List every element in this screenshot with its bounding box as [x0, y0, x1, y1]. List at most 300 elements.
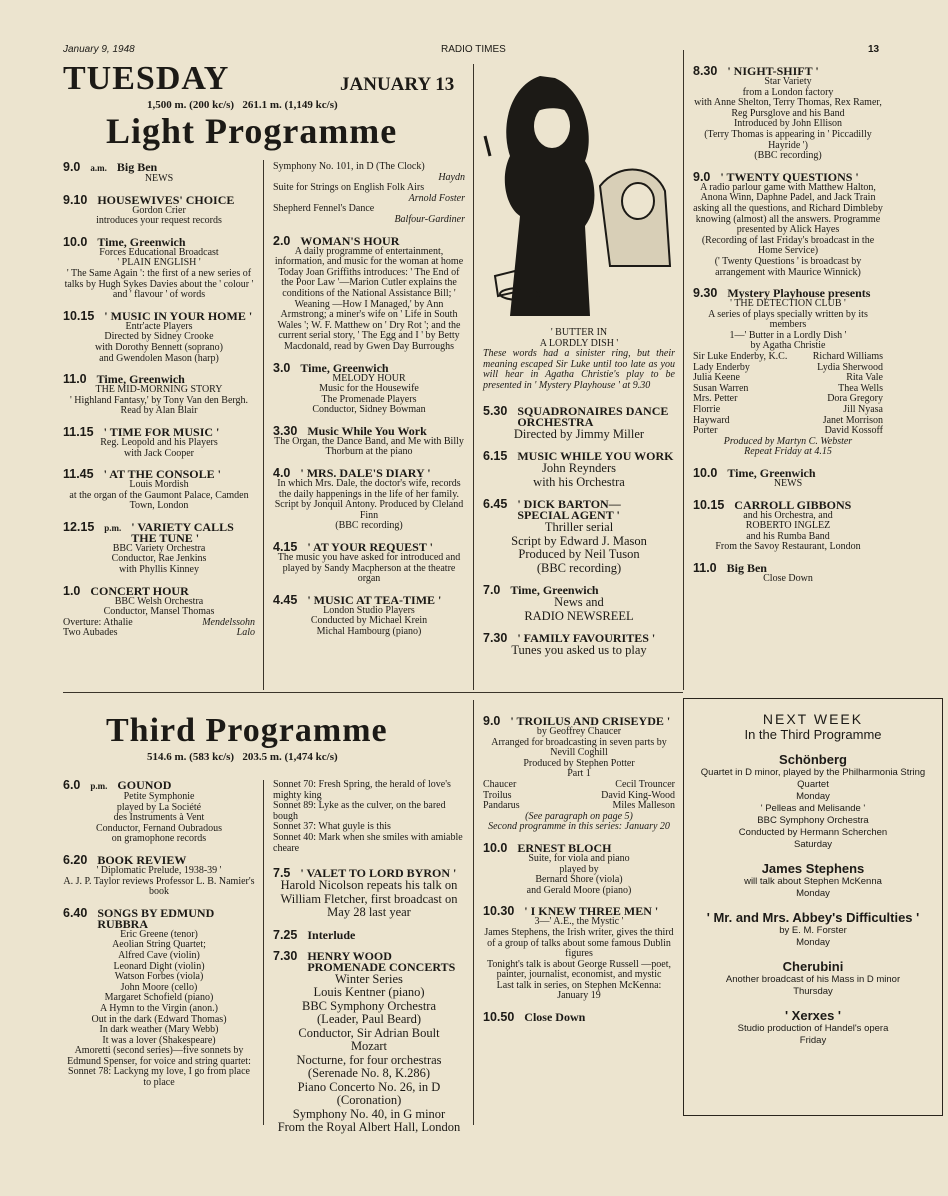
programme-title: ' VARIETY CALLS THE TUNE '	[131, 519, 234, 545]
programme-title: ' AT THE CONSOLE '	[103, 467, 221, 482]
row-composer: Lalo	[236, 627, 255, 639]
next-week-line: Another broadcast of his Mass in D minor	[725, 974, 901, 985]
programme-line: Piano Concerto No. 26, in D (Coronation)	[297, 1079, 441, 1108]
programme-title: ' AT YOUR REQUEST '	[307, 540, 433, 555]
cast-actor: Rita Vale	[846, 372, 883, 384]
programme-time: 10.0	[483, 840, 508, 855]
programme-title: ' TROILUS AND CRISEYDE '	[510, 714, 671, 728]
programme-line: (Leader, Paul Beard)	[317, 1012, 421, 1027]
programme-line: Directed by Sidney Crooke	[104, 331, 214, 343]
programme-line: and Gwendolen Mason (harp)	[99, 352, 219, 364]
programme-line: ' THE DETECTION CLUB '	[730, 298, 846, 310]
butter-dish-illustration	[480, 66, 680, 326]
work-title: Suite for Strings on English Folk Airs	[273, 182, 425, 194]
next-week-title: Cherubini	[782, 959, 844, 974]
programme-line: (BBC recording)	[536, 560, 622, 575]
continued-work	[273, 204, 465, 225]
programme-time: 6.0	[63, 778, 81, 792]
programme-line: News and	[554, 595, 604, 610]
programme-title: Big Ben	[726, 560, 767, 575]
programme-line: Produced by Neil Tuson	[518, 547, 640, 562]
programme-line: It was a lover (Shakespeare)	[102, 1034, 216, 1046]
next-week-entry	[684, 752, 942, 851]
cast-actor: Dora Gregory	[827, 393, 883, 405]
continued-sonnet: Sonnet 40: Mark when she smiles with amiable cheare	[273, 831, 463, 854]
light-column-4	[693, 66, 883, 595]
next-week-title: ' Xerxes '	[784, 1008, 842, 1023]
programme-time: 11.15	[63, 424, 94, 439]
next-week-line: BBC Symphony Orchestra	[757, 815, 869, 826]
programme-item	[693, 497, 883, 553]
programme-title: ERNEST BLOCH	[517, 840, 612, 855]
programme-title: ' MUSIC AT TEA-TIME '	[307, 592, 442, 607]
magazine-name: RADIO TIMES	[441, 44, 506, 55]
work-title: Shepherd Fennel's Dance	[273, 203, 375, 215]
work-composer: Haydn	[438, 171, 465, 183]
programme-time: 1.0	[63, 583, 81, 598]
cast-role: Porter	[693, 425, 718, 437]
programme-line: ' PLAIN ENGLISH '	[117, 257, 201, 269]
continued-sonnet: Sonnet 37: What guyle is this	[273, 821, 391, 833]
programme-item	[273, 360, 465, 416]
programme-title: MUSIC WHILE YOU WORK	[517, 449, 674, 464]
programme-line: on gramophone records	[111, 833, 207, 845]
row-work: Overture: Athalie	[63, 616, 133, 628]
programme-title: Mystery Playhouse presents	[727, 286, 871, 301]
next-week-line: Thursday	[793, 986, 833, 997]
date-heading: JANUARY 13	[340, 74, 455, 95]
programme-line: NEWS	[773, 478, 803, 489]
programme-item	[273, 542, 465, 585]
programme-line: Arranged for broadcasting in seven parts by Nevill Coghill	[491, 736, 667, 759]
programme-line: (Recording of last Friday's broadcast in the Home Service)	[701, 234, 875, 257]
column-rule	[263, 160, 264, 690]
programme-item	[273, 468, 465, 532]
row-work: Two Aubades	[63, 627, 118, 639]
programme-item	[273, 948, 465, 1135]
programme-line: Tunes you asked us to play	[511, 643, 647, 658]
programme-line: Close Down	[763, 572, 813, 584]
programme-line: ' Highland Fantasy,' by Tony Van den Bergh. Read by Alan Blair	[69, 394, 249, 417]
programme-time: 10.15	[63, 308, 95, 323]
programme-title: CONCERT HOUR	[90, 583, 189, 598]
programme-item	[693, 288, 883, 458]
programme-line: Out in the dark (Edward Thomas)	[91, 1013, 227, 1025]
continued-sonnet: Sonnet 70: Fresh Spring, the herald of love's mighty king	[273, 779, 451, 801]
work-composer: Balfour-Gardiner	[394, 213, 465, 225]
programme-time: 5.30	[483, 403, 508, 418]
programme-time: 10.0	[693, 466, 718, 480]
programme-item	[63, 192, 255, 227]
programme-line: with Dorothy Bennett (soprano)	[94, 341, 224, 353]
programme-line: Part 1	[567, 768, 591, 780]
programme-time: 4.45	[273, 592, 298, 607]
programme-line: (BBC recording)	[754, 150, 822, 162]
programme-line: Conductor, Mansel Thomas	[103, 606, 215, 618]
programme-title: GOUNOD	[117, 778, 172, 792]
programme-line: NEWS	[144, 173, 174, 184]
programme-item	[63, 374, 255, 417]
programme-time: 2.0	[273, 233, 291, 248]
programme-line: Tonight's talk is about George Russell —poet, painter, journalist, economist, and mystic	[487, 958, 671, 981]
programme-line: BBC Variety Orchestra	[112, 542, 206, 554]
programme-item	[483, 585, 675, 623]
programme-line: Bernard Shore (viola)	[535, 874, 623, 886]
programme-line: Introduced by John Ellison	[733, 118, 843, 130]
programme-time: 3.30	[273, 423, 298, 438]
third-column-1	[63, 780, 255, 1099]
programme-line: Conductor, Rae Jenkins	[111, 553, 207, 565]
cast-actor: Lydia Sherwood	[817, 361, 883, 373]
programme-item	[63, 519, 255, 576]
continued-sonnet: Sonnet 89: Lyke as the culver, on the bared bough	[273, 800, 446, 822]
next-week-line: will talk about Stephen McKenna	[744, 876, 882, 887]
programme-line: Thriller serial	[544, 520, 614, 535]
programme-item	[63, 424, 255, 459]
cast-role: Julia Keene	[693, 372, 740, 384]
programme-line: The Promenade Players	[321, 393, 417, 405]
programme-heading	[273, 360, 465, 375]
programme-title: SQUADRONAIRES DANCE ORCHESTRA	[517, 403, 669, 429]
column-rule	[683, 50, 684, 690]
programme-title: ' MRS. DALE'S DIARY '	[300, 466, 431, 481]
light-column-3	[483, 328, 675, 668]
programme-line: and his Orchestra, and	[743, 509, 833, 521]
programme-title: ' I KNEW THREE MEN '	[524, 904, 659, 919]
continued-work	[273, 183, 465, 204]
programme-item	[483, 840, 675, 896]
programme-line: by Agatha Christie	[750, 340, 826, 352]
continued-work	[273, 162, 465, 183]
light-programme-title: Light Programme	[106, 111, 398, 151]
programme-line: John Reynders	[542, 461, 616, 476]
programme-time: 9.10	[63, 192, 88, 207]
programme-title: Time, Greenwich	[300, 360, 389, 375]
cast-actor: David King-Wood	[601, 789, 675, 801]
programme-time: 10.0	[63, 234, 88, 249]
time-suffix: a.m.	[90, 163, 107, 173]
programme-heading	[63, 519, 255, 545]
programme-line: (BBC recording)	[335, 520, 403, 532]
programme-item	[63, 905, 255, 1089]
next-week-entry	[684, 861, 942, 900]
programme-heading	[63, 905, 255, 931]
programme-title: Time, Greenwich	[727, 466, 816, 480]
cast-role: Lady Enderby	[693, 361, 750, 373]
cast-actor: Jill Nyasa	[843, 404, 883, 416]
programme-time: 11.45	[63, 467, 94, 482]
programme-item	[483, 906, 675, 1002]
programme-title: ' DICK BARTON— SPECIAL AGENT '	[517, 497, 621, 523]
programme-item	[63, 852, 255, 898]
programme-line: MELODY HOUR	[332, 372, 406, 384]
programme-note: Repeat Friday at 4.15	[744, 446, 832, 458]
next-week-title: Schönberg	[779, 752, 847, 767]
programme-title: Interlude	[307, 927, 356, 942]
section-rule	[63, 692, 683, 693]
programme-heading	[63, 192, 255, 207]
programme-line: Winter Series	[335, 971, 403, 986]
programme-item	[273, 423, 465, 458]
next-week-line: Saturday	[793, 839, 833, 850]
cast-role: Mrs. Petter	[693, 393, 738, 405]
cast-role: Hayward	[693, 414, 730, 426]
programme-time: 7.25	[273, 927, 298, 942]
programme-title: Close Down	[524, 1010, 586, 1025]
next-week-line: ' Pelleas and Melisande '	[760, 803, 866, 814]
programme-line: ' The Same Again ': the first of a new series of talks by Hugh Sykes Davies about the ' colour ' and ' flavour ' of words	[64, 267, 254, 301]
programme-title: Time, Greenwich	[96, 372, 185, 387]
cast-actor: Miles Malleson	[612, 800, 675, 812]
programme-line: Today Joan Griffiths introduces: ' The End of the Poor Law '—Marion Cutler explains the conditions of the National Assistance Bill; ' Weaning —How I Managed,' by Ann Armstrong; a miner's wife on ' Life in South Wales '; W. F. Matthew on ' Dry Rot '; and the current serial story, ' The Egg and I ' by Betty Macdonald, read by Gwen Day Burroughs	[277, 266, 461, 352]
programme-heading	[273, 927, 465, 942]
day-heading: TUESDAY	[63, 60, 230, 97]
programme-line: Aeolian String Quartet;	[112, 939, 206, 951]
third-column-3	[483, 716, 675, 1033]
programme-title: ' VALET TO LORD BYRON '	[300, 866, 457, 881]
caption-body: These words had a sinister ring, but their meaning escaped Sir Luke until too late as you will hear in Agatha Christie's play to be presented in ' Mystery Playhouse ' at 9.30	[483, 348, 675, 391]
programme-item	[273, 868, 465, 920]
programme-line: des Instruments à Vent	[113, 812, 205, 824]
programme-time: 9.0	[693, 169, 711, 184]
programme-item	[273, 233, 465, 353]
programme-item	[483, 1012, 675, 1023]
programme-line: Music for the Housewife	[319, 383, 419, 395]
programme-title: CARROLL GIBBONS	[734, 497, 852, 512]
programme-line: THE MID-MORNING STORY	[95, 384, 223, 396]
programme-line: The Organ, the Dance Band, and Me with Billy Thorburn at the piano	[274, 435, 464, 458]
programme-line: A daily programme of entertainment, information, and music for the woman at home	[274, 245, 464, 268]
programme-time: 4.15	[273, 540, 298, 555]
programme-note: Second programme in this series: January 20	[488, 821, 670, 833]
programme-time: 11.0	[693, 560, 717, 575]
programme-line: Mozart	[350, 1039, 388, 1054]
column-rule	[263, 780, 264, 1125]
programme-item	[693, 169, 883, 278]
programme-line: Petite Symphonie	[123, 791, 195, 802]
next-week-heading: NEXT WEEK	[762, 711, 864, 727]
programme-line: BBC Welsh Orchestra	[114, 595, 204, 607]
next-week-entry	[684, 959, 942, 998]
cast-row	[483, 780, 675, 791]
programme-title: ' NIGHT-SHIFT '	[727, 64, 819, 78]
programme-note: (See paragraph on page 5)	[525, 810, 633, 822]
programme-title: HOUSEWIVES' CHOICE	[97, 192, 235, 207]
programme-line: 1—' Butter in a Lordly Dish '	[729, 329, 847, 341]
next-week-subheading: In the Third Programme	[744, 727, 882, 742]
programme-heading	[483, 1012, 675, 1023]
programme-line: Star Variety	[764, 76, 812, 87]
programme-title: Time, Greenwich	[97, 234, 186, 249]
work-title: Symphony No. 101, in D (The Clock)	[273, 161, 425, 172]
cast-actor: Thea Wells	[838, 382, 883, 394]
programme-line: (Terry Thomas is appearing in ' Piccadilly Hayride ')	[704, 128, 872, 151]
programme-item	[63, 583, 255, 639]
programme-title: ' FAMILY FAVOURITES '	[517, 631, 656, 646]
programme-item	[63, 780, 255, 845]
programme-line: Leonard Dight (violin)	[113, 960, 205, 972]
programme-time: 6.15	[483, 449, 508, 464]
programme-line: Nocturne, for four orchestras (Serenade No. 8, K.286)	[296, 1052, 442, 1081]
next-week-line: Monday	[796, 791, 830, 802]
next-week-entry	[684, 1008, 942, 1047]
programme-time: 10.30	[483, 904, 515, 919]
work-composer: Arnold Foster	[408, 192, 465, 204]
row-composer: Mendelssohn	[202, 616, 255, 628]
programme-line: James Stephens, the Irish writer, gives the third of a group of talks about some famous Dublin figures	[484, 926, 674, 960]
next-week-box	[683, 698, 943, 1116]
programme-line: Harold Nicolson repeats his talk on William Fletcher, first broadcast on May 28 last year	[280, 878, 458, 920]
light-column-2	[273, 162, 465, 648]
next-week-title: ' Mr. and Mrs. Abbey's Difficulties '	[706, 910, 920, 925]
programme-heading	[63, 583, 255, 598]
programme-title: SONGS BY EDMUND RUBBRA	[97, 905, 215, 931]
programme-note: Produced by Martyn C. Webster	[723, 435, 853, 447]
programme-line: Conductor, Fernand Oubradous	[96, 822, 222, 834]
programme-item	[483, 499, 675, 575]
programme-heading	[483, 403, 675, 429]
next-week-line: Monday	[796, 937, 830, 948]
programme-line: In dark weather (Mary Webb)	[99, 1024, 219, 1036]
cast-actor: Richard Williams	[812, 351, 883, 363]
cast-role: Florrie	[693, 404, 721, 416]
programme-line: ' Diplomatic Prelude, 1938-39 '	[96, 864, 222, 876]
programme-time: 7.30	[483, 631, 508, 646]
programme-line: ROBERTO INGLEZ	[745, 520, 831, 532]
column-rule	[473, 700, 474, 1125]
programme-line: from a London factory	[742, 86, 834, 98]
cast-actor: Janet Morrison	[822, 414, 883, 426]
programme-line: Script by Edward J. Mason	[511, 533, 647, 548]
programme-line: played by La Société	[116, 801, 202, 813]
programme-line: Sonnet 78: Lackyng my love, I go from place to place	[68, 1066, 250, 1089]
programme-item	[63, 234, 255, 301]
programme-time: 12.15	[63, 519, 95, 534]
programme-line: Michal Hambourg (piano)	[316, 626, 422, 637]
programme-line: and Gerald Moore (piano)	[526, 884, 632, 896]
programme-heading	[273, 948, 465, 974]
programme-item	[63, 469, 255, 512]
programme-line: Directed by Jimmy Miller	[513, 426, 645, 441]
programme-line: A Hymn to the Virgin (anon.)	[100, 1002, 218, 1014]
next-week-entry	[684, 910, 942, 949]
programme-line: From the Royal Albert Hall, London	[277, 1120, 461, 1135]
next-week-line: Studio production of Handel's opera	[737, 1023, 889, 1034]
programme-item	[483, 716, 675, 833]
programme-item	[483, 403, 675, 442]
programme-line: Conducted by Michael Krein	[310, 615, 428, 627]
programme-line: at the organ of the Gaumont Palace, Camden Town, London	[69, 489, 249, 512]
cast-role: Pandarus	[483, 800, 520, 812]
programme-title: BOOK REVIEW	[97, 852, 187, 867]
programme-title: HENRY WOOD PROMENADE CONCERTS	[307, 948, 456, 974]
programme-line: In which Mrs. Dale, the doctor's wife, records the daily happenings in the life of her family. Script by Jonquil Antony. Produced by Cleland Finn	[274, 478, 464, 521]
programme-time: 8.30	[693, 64, 718, 78]
programme-line: A radio parlour game with Matthew Halton, Anona Winn, Daphne Padel, and Jack Train asking all the questions, and Richard Dimbleby knowing (almost) all the answers. Programme presented by Alick Hayes	[693, 181, 883, 236]
programme-item	[693, 468, 883, 490]
next-week-line: Monday	[796, 888, 830, 899]
programme-line: Amoretti (second series)—five sonnets by Edmund Spenser, for voice and string quartet:	[67, 1045, 251, 1067]
programme-line: Conductor, Sir Adrian Boult	[298, 1025, 440, 1040]
programme-line: Suite, for viola and piano	[528, 852, 630, 864]
next-week-line: Conducted by Hermann Scherchen	[738, 827, 888, 838]
programme-title: ' MUSIC IN YOUR HOME '	[104, 308, 253, 323]
programme-heading	[273, 233, 465, 248]
programme-line: Alfred Cave (violin)	[118, 949, 200, 961]
programme-line: Louis Kentner (piano)	[313, 985, 425, 1000]
cast-role: Sir Luke Enderby, K.C.	[693, 351, 788, 363]
programme-time: 4.0	[273, 466, 291, 481]
programme-item	[63, 308, 255, 364]
programme-line: with Phyllis Kinney	[118, 564, 199, 576]
next-week-line: by E. M. Forster	[779, 925, 847, 936]
programme-line: Last talk in series, on Stephen McKenna: January 19	[496, 979, 662, 1002]
programme-time: 10.50	[483, 1010, 515, 1025]
programme-title: ' TIME FOR MUSIC '	[103, 424, 220, 439]
programme-item	[63, 162, 255, 185]
next-week-line: Friday	[799, 1035, 827, 1046]
programme-line: The music you have asked for introduced and played by Sandy Macpherson at the theatre organ	[277, 552, 461, 585]
programme-time: 7.5	[273, 866, 291, 881]
programme-line: A series of plays specially written by its members	[708, 308, 868, 331]
programme-line: Reg. Leopold and his Players	[100, 436, 218, 448]
programme-time: 6.45	[483, 497, 508, 512]
programme-line: From the Savoy Restaurant, London	[715, 541, 861, 553]
programme-time: 9.0	[63, 160, 81, 174]
caption-title: ' BUTTER IN	[550, 327, 608, 338]
programme-time: 9.0	[483, 714, 501, 728]
column-rule	[473, 64, 474, 690]
cast-actor: David Kossoff	[824, 425, 883, 437]
light-wavelengths: 1,500 m. (200 kc/s) 261.1 m. (1,149 kc/s)	[147, 99, 338, 111]
programme-line: with Jack Cooper	[124, 447, 194, 459]
programme-title: Time, Greenwich	[510, 583, 599, 598]
programme-line: Louis Mordish	[129, 479, 189, 491]
programme-line: Produced by Stephen Potter	[523, 757, 635, 769]
programme-line: and his Rumba Band	[746, 530, 830, 542]
programme-line: A. J. P. Taylor reviews Professor L. B. Namier's book	[63, 875, 255, 898]
programme-row	[63, 628, 255, 639]
caption-title: A LORDLY DISH '	[539, 337, 619, 349]
programme-line: Eric Greene (tenor)	[120, 928, 198, 940]
programme-line: played by	[559, 863, 599, 875]
cast-actor: Cecil Trouncer	[615, 778, 675, 790]
next-week-line: Quartet in D minor, played by the Philharmonia String Quartet	[700, 767, 926, 790]
programme-item	[273, 927, 465, 942]
programme-line: Symphony No. 40, in G minor	[292, 1106, 446, 1121]
programme-line: BBC Symphony Orchestra	[301, 998, 437, 1013]
programme-line: Watson Forbes (viola)	[114, 971, 204, 983]
programme-line: Conductor, Sidney Bowman	[312, 404, 426, 416]
programme-item	[693, 560, 883, 585]
programme-time: 10.15	[693, 497, 725, 512]
programme-time: 7.0	[483, 583, 501, 598]
programme-line: London Studio Players	[323, 604, 415, 616]
programme-item	[693, 66, 883, 162]
programme-title: ' TWENTY QUESTIONS '	[720, 169, 859, 184]
issue-date: January 9, 1948	[63, 44, 135, 55]
programme-line: 3—' A.E., the Mystic '	[534, 916, 624, 928]
programme-line: John Moore (cello)	[120, 981, 198, 993]
programme-line: Gordon Crier	[132, 204, 186, 216]
programme-time: 9.30	[693, 286, 718, 301]
programme-line: by Geoffrey Chaucer	[536, 726, 622, 737]
programme-heading	[693, 497, 883, 512]
programme-line: Forces Educational Broadcast	[99, 246, 219, 258]
programme-time: 11.0	[63, 372, 87, 387]
next-week-title: James Stephens	[761, 861, 865, 876]
programme-time: 6.20	[63, 852, 88, 867]
